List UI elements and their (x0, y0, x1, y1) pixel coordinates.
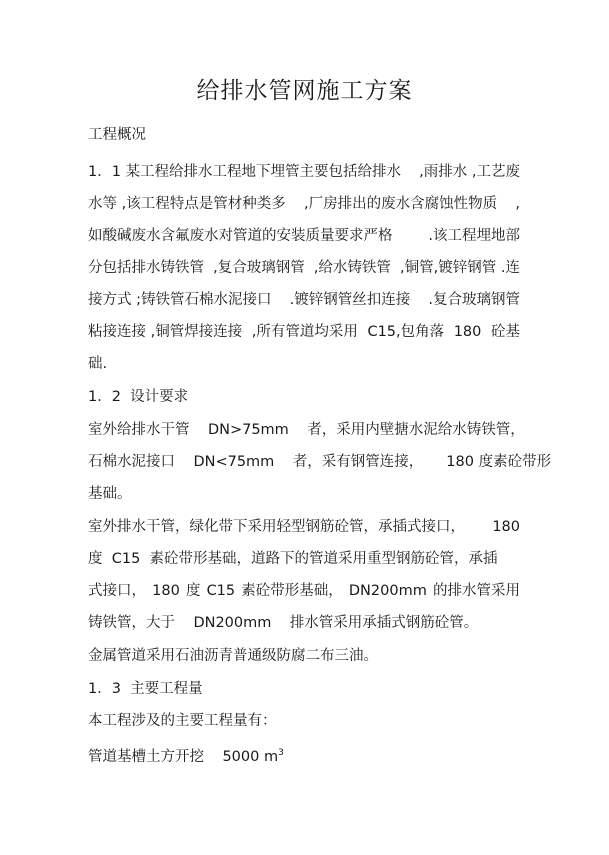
text-span: 排水管采用承插式钢筋砼管。 (289, 615, 479, 631)
text-span: 室外给排水干管 (88, 422, 190, 438)
text-span: .复合玻璃钢管 (428, 292, 520, 308)
text-span: ,厂房排出的废水含腐蚀性物质 (304, 196, 498, 212)
paragraph-1-line-5 (88, 290, 520, 310)
text-span: DN<75mm (193, 454, 275, 470)
quantity-label: 管道基槽土方开挖 (88, 749, 204, 765)
text-span: , (515, 196, 520, 212)
paragraph-1-line-6 (88, 322, 520, 342)
paragraph-1-line-3 (88, 226, 520, 246)
text-span: 如酸碱废水含氟废水对管道的安装质量要求严格 (88, 228, 393, 244)
paragraph-4: 金属管道采用石油沥青普通级防腐二布三油。 (88, 648, 378, 664)
text-span: DN200mm (193, 615, 272, 631)
document-title: 给排水管网施工方案 (196, 78, 413, 104)
text-span: 者，采用内壁搪水泥给水铸铁管， (307, 422, 525, 438)
unit-superscript: 3 (278, 748, 284, 758)
paragraph-3-line-1 (88, 517, 520, 537)
text-span: 式接口， (88, 583, 146, 599)
section-heading-design: 1．2 设计要求 (88, 389, 189, 405)
paragraph-1-line-2 (88, 194, 520, 214)
text-span: .该工程埋地部 (428, 228, 520, 244)
text-span: C15,包角落 (367, 324, 445, 340)
quantity-item-excavation (88, 743, 284, 767)
paragraph-1-line-7: 础. (88, 356, 108, 372)
text-span: 水等 ,该工程特点是管材种类多 (88, 196, 286, 212)
paragraph-5: 本工程涉及的主要工程量有： (88, 713, 277, 729)
text-span: 180 (453, 324, 482, 340)
text-span: 者，采有钢管连接， (292, 454, 424, 470)
paragraph-1-line-4 (88, 258, 520, 278)
quantity-value: 5000 m (222, 749, 279, 765)
text-span: 石棉水泥接口 (88, 454, 175, 470)
text-span: 素砼带形基础， (241, 583, 343, 599)
section-heading-quantity: 1．3 主要工程量 (88, 681, 203, 697)
text-span: 度 (88, 551, 103, 567)
paragraph-3-line-4 (88, 613, 478, 633)
text-span: C15 (111, 551, 141, 567)
text-span: ,复合玻璃钢管 (213, 260, 305, 276)
text-span: 180 (152, 583, 180, 599)
text-span: 180 (492, 519, 520, 535)
text-span: 分包括排水铸铁管 (88, 260, 204, 276)
text-span: 度 (185, 583, 201, 599)
paragraph-3-line-2 (88, 549, 498, 569)
text-span: 素砼带形基础，道路下的管道采用重型钢筋砼管，承插 (149, 551, 498, 567)
text-span: 1．1 某工程给排水工程地下埋管主要包括给排水 (88, 164, 402, 180)
text-span: 的排水管采用 (432, 583, 520, 599)
text-span: C15 (206, 583, 236, 599)
text-span: DN>75mm (207, 422, 289, 438)
text-span: 180 度素砼带形 (446, 454, 552, 470)
text-span: 室外排水干管，绿化带下采用轻型钢筋砼管，承插式接口， (88, 519, 465, 535)
section-heading-overview: 工程概况 (88, 127, 146, 143)
text-span: 接方式 ;铸铁管石棉水泥接口 (88, 292, 272, 308)
text-span: .镀锌钢管丝扣连接 (289, 292, 411, 308)
text-span: DN200mm (348, 583, 427, 599)
paragraph-2-line-2 (88, 452, 551, 472)
text-span: ,雨排水 ,工艺废 (419, 164, 520, 180)
paragraph-2-line-1 (88, 420, 525, 440)
text-span: ,铜管,镀锌钢管 .连 (400, 260, 520, 276)
text-span: 砼基 (490, 324, 520, 340)
paragraph-3-line-3 (88, 581, 520, 601)
text-span: ,给水铸铁管 (313, 260, 391, 276)
paragraph-2-line-3: 基础。 (88, 486, 132, 502)
paragraph-1-line-1 (88, 162, 520, 182)
text-span: 粘接连接 ,铜管焊接连接 (88, 324, 243, 340)
text-span: 铸铁管，大于 (88, 615, 175, 631)
text-span: ,所有管道均采用 (251, 324, 358, 340)
